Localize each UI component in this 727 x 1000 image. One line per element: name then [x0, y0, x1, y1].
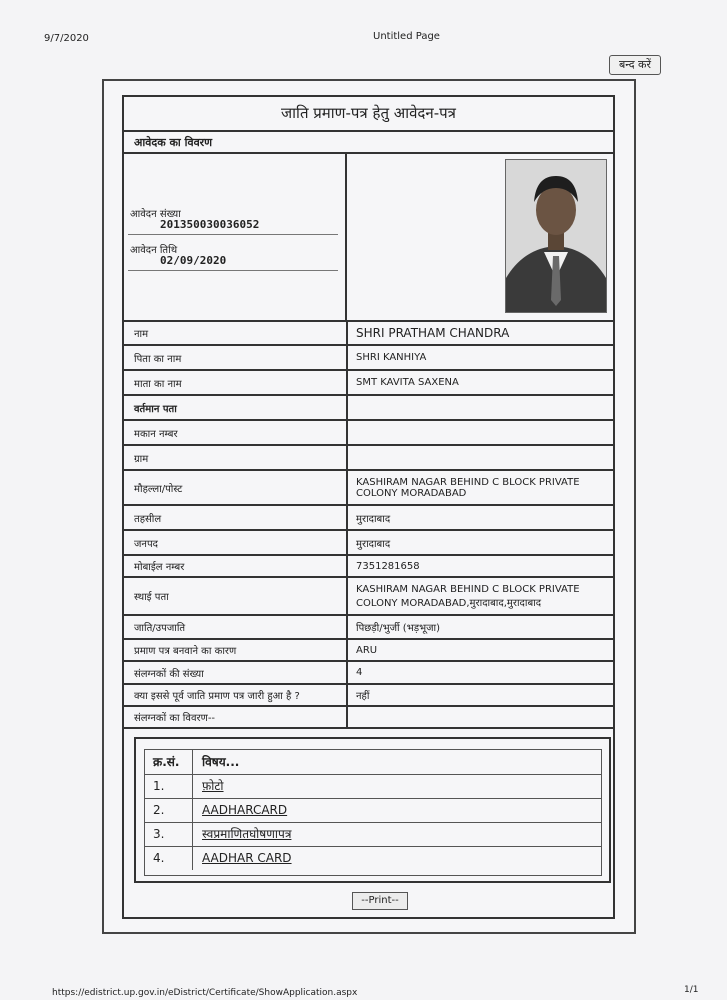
attachment-no: 4. — [145, 846, 193, 870]
photo-cell — [347, 154, 613, 322]
row-value: SHRI PRATHAM CHANDRA — [356, 326, 510, 340]
applicant-photo — [505, 159, 607, 313]
row-label: मौहल्ला/पोस्ट — [124, 471, 348, 504]
attachments-box — [134, 737, 611, 883]
attachment-row — [145, 846, 601, 870]
row-label: वर्तमान पता — [124, 396, 348, 419]
section-title: आवेदक का विवरण — [124, 132, 613, 154]
table-row — [124, 685, 613, 707]
row-label: पिता का नाम — [124, 346, 348, 369]
row-value: पिछड़ी/भुर्जी (भड़भूजा) — [356, 623, 441, 634]
row-label: ग्राम — [124, 446, 348, 469]
attachment-link[interactable]: फ़ोटो — [202, 779, 224, 793]
table-row — [124, 446, 613, 471]
application-number-label: आवेदन संख्या — [130, 209, 181, 220]
attachment-link[interactable]: AADHAR CARD — [202, 851, 292, 865]
footer-url: https://edistrict.up.gov.in/eDistrict/Certificate/ShowApplication.aspx — [52, 988, 358, 998]
row-value: ARU — [356, 644, 378, 656]
row-label: संलग्नकों का विवरण-- — [124, 707, 348, 727]
application-date-label: आवेदन तिथि — [130, 245, 178, 256]
attachment-row — [145, 822, 601, 847]
row-value: मुरादाबाद — [356, 513, 391, 525]
application-date: 02/09/2020 — [160, 254, 227, 267]
row-value — [356, 446, 613, 469]
row-label: प्रमाण पत्र बनवाने का कारण — [124, 640, 348, 660]
row-label: तहसील — [124, 506, 348, 529]
row-label: नाम — [124, 322, 348, 344]
print-date: 9/7/2020 — [44, 33, 89, 44]
table-row — [124, 506, 613, 531]
page-title: Untitled Page — [373, 31, 440, 42]
row-label: मकान नम्बर — [124, 421, 348, 444]
attachments-header — [145, 750, 601, 775]
col-no: क्र.सं. — [145, 750, 193, 774]
form-title: जाति प्रमाण-पत्र हेतु आवेदन-पत्र — [124, 97, 613, 132]
attachment-row — [145, 798, 601, 823]
table-row — [124, 662, 613, 685]
application-form — [122, 95, 615, 919]
table-row — [124, 471, 613, 506]
row-value: 4 — [356, 667, 363, 678]
row-value — [356, 421, 613, 444]
application-info — [124, 154, 347, 322]
row-label: माता का नाम — [124, 371, 348, 394]
row-label: स्थाई पता — [124, 578, 348, 614]
attachment-link[interactable]: AADHARCARD — [202, 803, 288, 817]
row-value — [356, 396, 613, 419]
row-label: जनपद — [124, 531, 348, 554]
attachment-row — [145, 774, 601, 799]
table-row — [124, 556, 613, 578]
table-row — [124, 578, 613, 616]
table-row — [124, 346, 613, 371]
table-row — [124, 531, 613, 556]
table-row — [124, 421, 613, 446]
row-value — [356, 707, 613, 727]
row-value: 7351281658 — [356, 560, 420, 572]
row-label: मोबाईल नम्बर — [124, 556, 348, 576]
close-button[interactable]: बन्द करें — [609, 55, 661, 75]
table-row — [124, 371, 613, 396]
row-value: मुरादाबाद — [356, 538, 391, 550]
row-label: जाति/उपजाति — [124, 616, 348, 638]
row-value: KASHIRAM NAGAR BEHIND C BLOCK PRIVATE COLONY MORADABAD — [356, 476, 580, 499]
attachment-link[interactable]: स्वप्रमाणितघोषणापत्र — [202, 827, 292, 841]
table-row — [124, 640, 613, 662]
attachments-table — [144, 749, 602, 876]
page-number: 1/1 — [684, 985, 699, 995]
attachment-no: 1. — [145, 774, 193, 798]
application-number: 201350030036052 — [160, 218, 260, 231]
print-button[interactable]: --Print-- — [352, 892, 408, 910]
row-value: SHRI KANHIYA — [356, 352, 427, 363]
row-label: क्या इससे पूर्व जाति प्रमाण पत्र जारी हुआ है ? — [124, 685, 348, 705]
row-value: KASHIRAM NAGAR BEHIND C BLOCK PRIVATE COLONY MORADABAD,मुरादाबाद,मुरादाबाद — [356, 583, 580, 609]
attachment-no: 3. — [145, 822, 193, 846]
attachment-no: 2. — [145, 798, 193, 822]
table-row — [124, 322, 613, 346]
row-value: SMT KAVITA SAXENA — [356, 377, 459, 388]
row-value: नहीं — [356, 691, 370, 702]
col-subject: विषय... — [202, 755, 240, 769]
row-label: संलग्नकों की संख्या — [124, 662, 348, 683]
table-row — [124, 616, 613, 640]
table-row — [124, 396, 613, 421]
table-row — [124, 707, 613, 729]
